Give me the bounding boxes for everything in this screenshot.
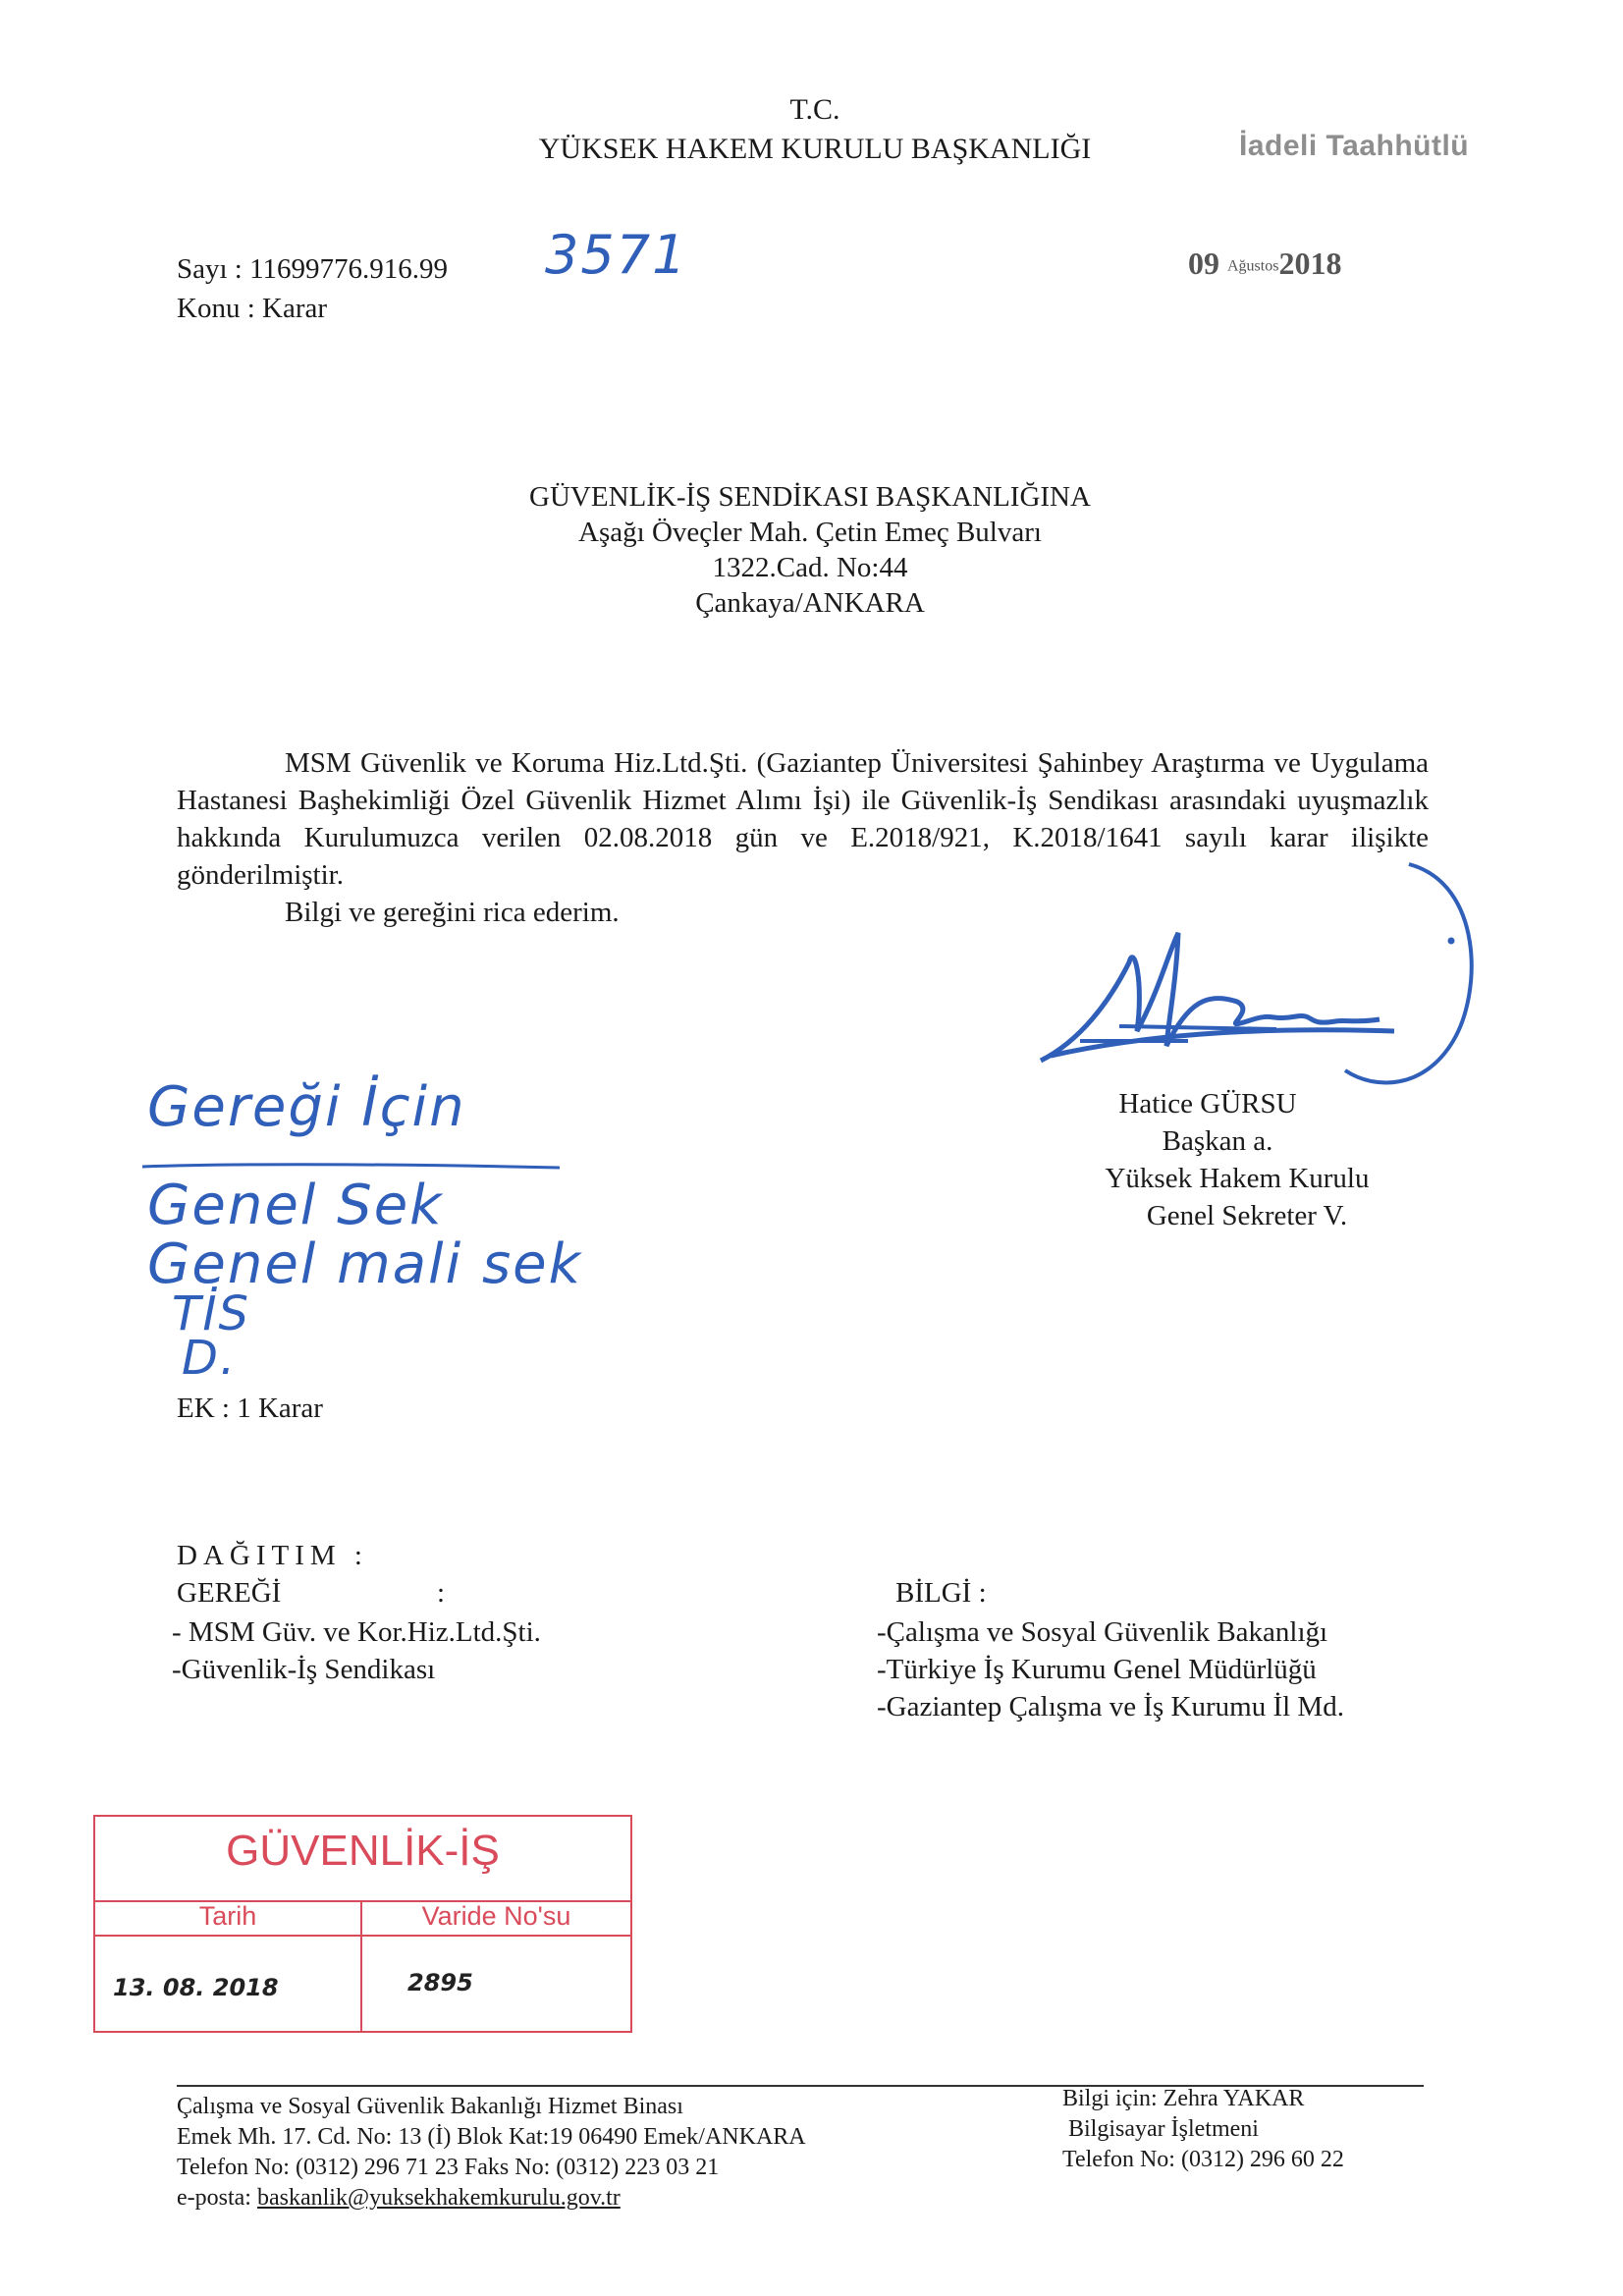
body-paragraph: MSM Güvenlik ve Koruma Hiz.Ltd.Şti. (Gaziantep Üniversitesi Şahinbey Araştırma ve Uygulama Hastanesi Başhekimliği Özel Güvenlik Hizmet Alımı İşi) ile Güvenlik-İş Sendikası arasındaki uyuşmazlık hakkında Kurulumuzca verilen 02.08.2018 gün ve E.2018/921, K.2018/1641 sayılı karar ilişikte gönderilmiştir. xyxy=(177,747,1429,891)
footer-phone-fax: Telefon No: (0312) 296 71 23 Faks No: (0312) 223 03 21 xyxy=(177,2155,720,2180)
signer-title-1: Başkan a. xyxy=(1162,1125,1273,1157)
geregi-label: GEREĞİ xyxy=(177,1577,282,1609)
konu-line: Konu : Karar xyxy=(177,293,328,324)
bilgi-item: -Türkiye İş Kurumu Genel Müdürlüğü xyxy=(877,1654,1317,1685)
receipt-stamp xyxy=(93,1815,632,2033)
recipient-street: Aşağı Öveçler Mah. Çetin Emeç Bulvarı xyxy=(578,517,1042,548)
footer-building: Çalışma ve Sosyal Güvenlik Bakanlığı Hizmet Binası xyxy=(177,2094,683,2119)
handwritten-note-gereGi: Gereği İçin xyxy=(147,1075,466,1139)
footer-right xyxy=(1062,2084,1344,2175)
geregi-item: - MSM Güv. ve Kor.Hiz.Ltd.Şti. xyxy=(172,1616,541,1648)
sayi-line: Sayı : 11699776.916.99 xyxy=(177,253,449,285)
recipient-name: GÜVENLİK-İŞ SENDİKASI BAŞKANLIĞINA xyxy=(529,481,1091,513)
handwritten-underline xyxy=(137,1159,569,1175)
stamp-col-tarih: Tarih xyxy=(198,1901,257,1931)
stamp-varide-value: 2895 xyxy=(407,1969,473,1996)
footer-contact-person: Bilgi için: Zehra YAKAR xyxy=(1062,2086,1305,2111)
geregi-colon: : xyxy=(437,1577,446,1609)
body-closing: Bilgi ve gereğini rica ederim. xyxy=(285,897,620,928)
header-tc: T.C. xyxy=(789,93,840,126)
date-stamp-month: Ağustos xyxy=(1227,257,1279,275)
footer-email-link[interactable]: baskanlik@yuksekhakemkurulu.gov.tr xyxy=(256,2185,621,2211)
handwritten-note-tis: TİS xyxy=(172,1286,250,1341)
attachment-line: EK : 1 Karar xyxy=(177,1393,323,1424)
date-stamp-day: 09 xyxy=(1188,246,1219,281)
sayi-handwritten-number: 3571 xyxy=(545,224,688,286)
postal-stamp: İadeli Taahhütlü xyxy=(1239,130,1470,162)
footer-email-line xyxy=(177,2183,806,2214)
footer-address: Emek Mh. 17. Cd. No: 13 (İ) Blok Kat:19 06490 Emek/ANKARA xyxy=(177,2124,806,2150)
receipt-stamp-title: GÜVENLİK-İŞ xyxy=(226,1827,500,1875)
handwritten-note-genel-sek: Genel Sek xyxy=(147,1174,444,1237)
handwritten-note-mali-sek: Genel mali sek xyxy=(147,1232,582,1296)
footer-left xyxy=(177,2092,806,2214)
bilgi-item: -Gaziantep Çalışma ve İş Kurumu İl Md. xyxy=(877,1691,1344,1722)
distribution-heading: DAĞITIM : xyxy=(177,1540,368,1571)
signer-name: Hatice GÜRSU xyxy=(1118,1088,1297,1120)
bilgi-item: -Çalışma ve Sosyal Güvenlik Bakanlığı xyxy=(877,1616,1328,1648)
geregi-item: -Güvenlik-İş Sendikası xyxy=(172,1654,436,1685)
bilgi-label: BİLGİ : xyxy=(895,1577,987,1609)
header-institution: YÜKSEK HAKEM KURULU BAŞKANLIĞI xyxy=(538,133,1092,165)
stamp-divider xyxy=(95,1935,630,1937)
recipient-address xyxy=(368,479,1252,621)
stamp-col-varide: Varide No'su xyxy=(421,1901,571,1931)
date-stamp-year: 2018 xyxy=(1278,246,1342,281)
recipient-cad: 1322.Cad. No:44 xyxy=(712,552,908,583)
footer-contact-role: Bilgisayar İşletmeni xyxy=(1068,2116,1259,2142)
date-stamp xyxy=(1188,246,1341,282)
signer-title-2: Yüksek Hakem Kurulu xyxy=(1105,1163,1370,1194)
footer-email-label: e-posta: xyxy=(177,2185,257,2211)
signature-scribble xyxy=(1021,845,1492,1110)
signer-title-3: Genel Sekreter V. xyxy=(1146,1200,1348,1231)
handwritten-note-d: D. xyxy=(182,1331,238,1386)
stamp-date-value: 13. 08. 2018 xyxy=(113,1974,279,2001)
recipient-city: Çankaya/ANKARA xyxy=(695,587,925,619)
footer-contact-phone: Telefon No: (0312) 296 60 22 xyxy=(1062,2147,1344,2172)
